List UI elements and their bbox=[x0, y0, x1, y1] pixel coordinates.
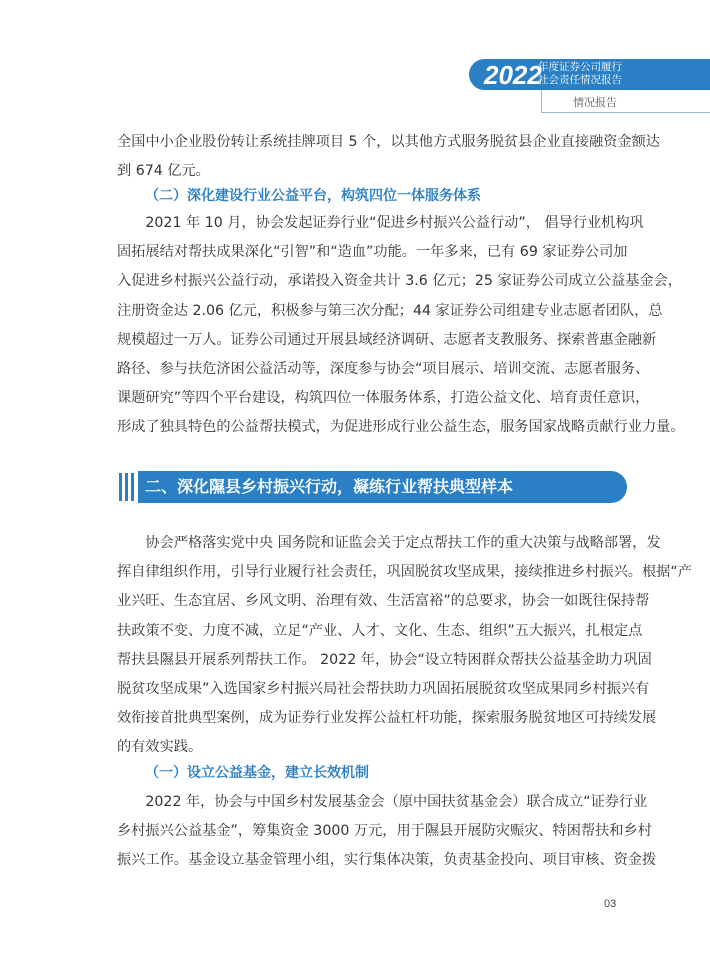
text-line: 路径、参与扶危济困公益活动等，深度参与协会“项目展示、培训交流、志愿者服务、 bbox=[117, 361, 650, 378]
text-line: 全国中小企业股份转让系统挂牌项目 5 个，以其他方式服务脱贫县企业直接融资金额达 bbox=[117, 134, 660, 150]
text-line: 课题研究”等四个平台建设，构筑四位一体服务体系，打造公益文化、培育责任意识， bbox=[117, 390, 650, 407]
text-line: 脱贫攻坚成果”入选国家乡村振兴局社会帮扶助力巩固拓展脱贫攻坚成果同乡村振兴有 bbox=[117, 681, 650, 698]
header-divider-horizontal bbox=[541, 112, 710, 113]
text-line: 2022 年，协会与中国乡村发展基金会（原中国扶贫基金会）联合成立“证券行业 bbox=[117, 794, 648, 810]
text-line: 固拓展结对帮扶成果深化“引智”和“造血”功能。一年多来，已有 69 家证券公司加 bbox=[117, 244, 628, 261]
report-title-line1: 年度证券公司履行 bbox=[538, 61, 622, 73]
page-number: 03 bbox=[604, 898, 617, 910]
text-line: 的有效实践。 bbox=[117, 739, 203, 756]
paragraph bbox=[117, 788, 657, 876]
report-subtitle: 情况报告 bbox=[573, 96, 617, 109]
header-divider-vertical bbox=[541, 90, 542, 112]
text-line: 扶政策不变、力度不减，立足“产业、人才、文化、生态、组织”五大振兴，扎根定点 bbox=[117, 622, 643, 639]
subsection-heading: （一）设立公益基金，建立长效机制 bbox=[145, 765, 369, 781]
banner-stripe bbox=[125, 473, 128, 501]
report-title-line2: 社会责任情况报告 bbox=[538, 74, 622, 86]
paragraph bbox=[117, 128, 660, 186]
text-line: 2021 年 10 月，协会发起证券行业“促进乡村振兴公益行动”， 倡导行业机构巩 bbox=[117, 215, 644, 231]
text-line: 振兴工作。基金设立基金管理小组，实行集体决策，负责基金投向、项目审核、资金拨 bbox=[117, 852, 657, 869]
section-title: 二、深化隰县乡村振兴行动，凝练行业帮扶典型样本 bbox=[145, 477, 514, 496]
paragraph bbox=[117, 209, 685, 443]
text-line: 形成了独具特色的公益帮扶模式，为促进形成行业公益生态，服务国家战略贡献行业力量。 bbox=[117, 419, 685, 436]
text-line: 到 674 亿元。 bbox=[117, 163, 210, 180]
text-line: 规模超过一万人。证券公司通过开展县域经济调研、志愿者支教服务、探索普惠金融新 bbox=[117, 331, 657, 348]
paragraph bbox=[117, 529, 692, 763]
report-year: 2022 bbox=[484, 60, 542, 90]
text-line: 入促进乡村振兴公益行动，承诺投入资金共计 3.6 亿元；25 家证券公司成立公益基金会， bbox=[117, 273, 682, 290]
banner-stripe bbox=[131, 473, 134, 501]
section-banner bbox=[117, 471, 627, 503]
text-line: 帮扶县隰县开展系列帮扶工作。 2022 年，协会“设立特困群众帮扶公益基金助力巩固 bbox=[117, 651, 652, 668]
text-line: 业兴旺、生态宜居、乡风文明、治理有效、生活富裕”的总要求，协会一如既往保持帮 bbox=[117, 593, 650, 610]
text-line: 注册资金达 2.06 亿元，积极参与第三次分配；44 家证券公司组建专业志愿者团队，总 bbox=[117, 302, 663, 319]
banner-stripe bbox=[119, 473, 122, 501]
text-line: 挥自律组织作用，引导行业履行社会责任，巩固脱贫攻坚成果，接续推进乡村振兴。根据“产 bbox=[117, 564, 692, 581]
text-line: 协会严格落实党中央 国务院和证监会关于定点帮扶工作的重大决策与战略部署，发 bbox=[117, 535, 661, 551]
text-line: 效衔接首批典型案例，成为证券行业发挥公益杠杆功能，探索服务脱贫地区可持续发展 bbox=[117, 710, 657, 727]
text-line: 乡村振兴公益基金”，筹集资金 3000 万元，用于隰县开展防灾赈灾、特困帮扶和乡村 bbox=[117, 823, 652, 840]
subsection-heading: （二）深化建设行业公益平台，构筑四位一体服务体系 bbox=[145, 188, 481, 204]
